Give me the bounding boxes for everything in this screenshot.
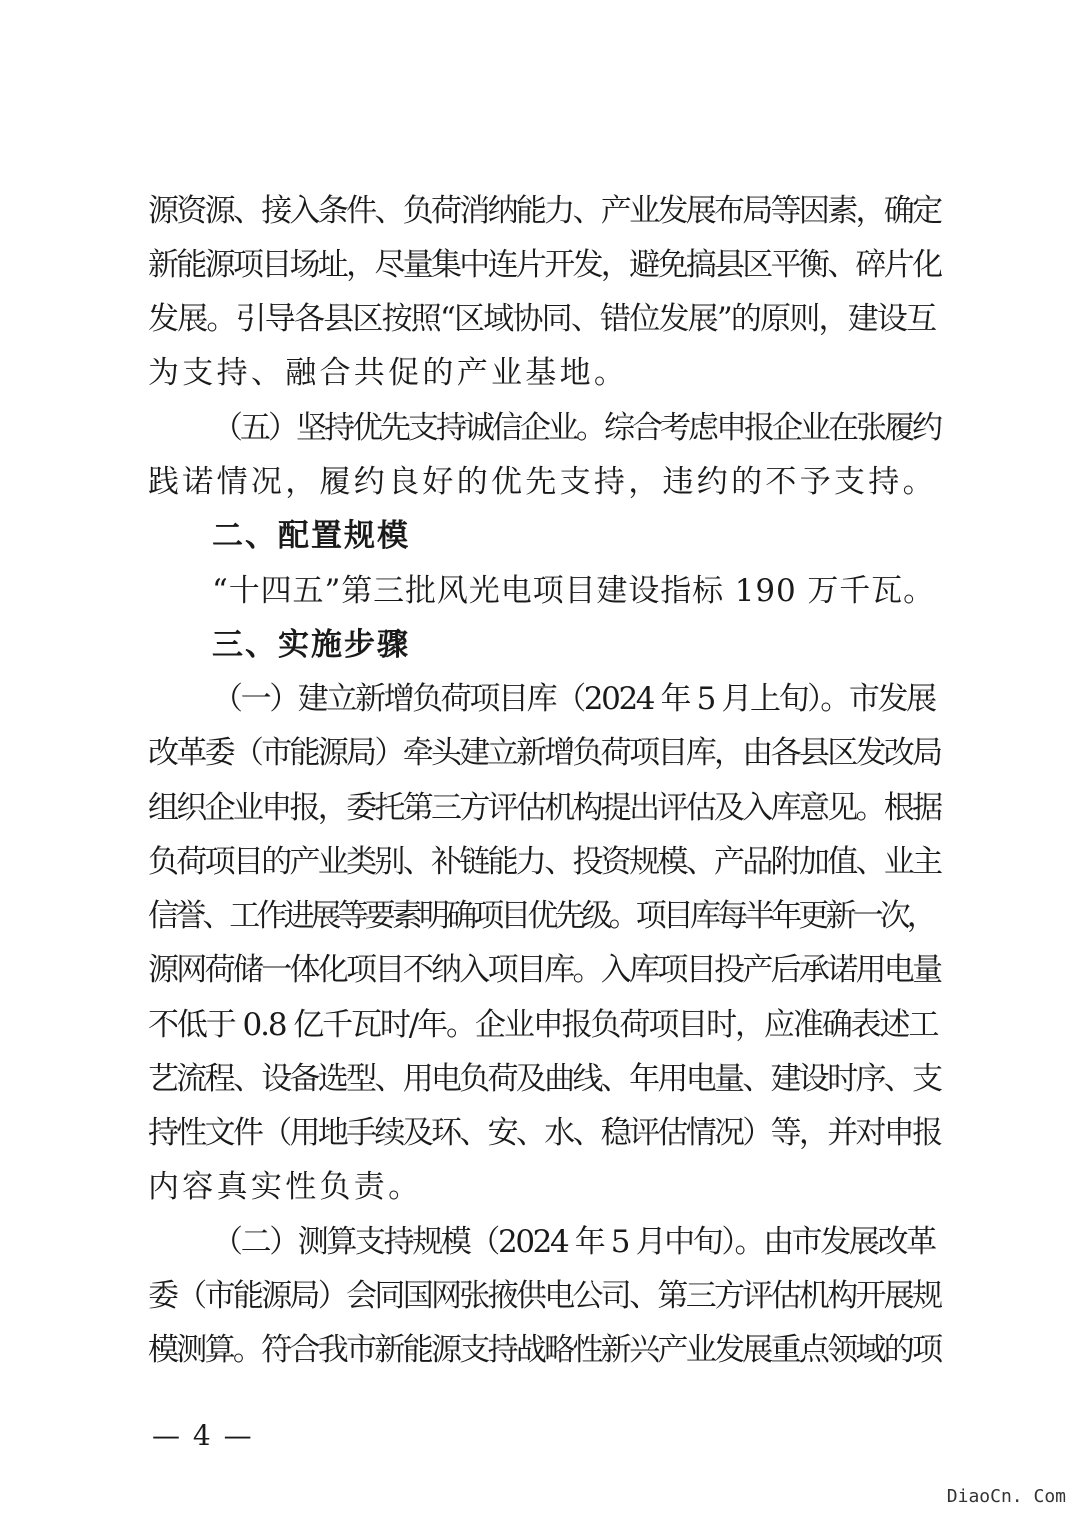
paragraph-1-line-2: 新能源项目场址，尽量集中连片开发，避免搞县区平衡、碎片化 xyxy=(148,247,941,283)
paragraph-1-line-1: 源资源、接入条件、负荷消纳能力、产业发展布局等因素，确定 xyxy=(148,193,941,229)
paragraph-4-line-5: 信誉、工作进展等要素明确项目优先级。项目库每半年更新一次， xyxy=(148,898,934,934)
paragraph-3-line-1: “十四五”第三批风光电项目建设指标 190 万千瓦。 xyxy=(212,573,935,609)
section-heading-scale: 二、配置规模 xyxy=(212,518,410,554)
site-watermark: DiaoCn. Com xyxy=(946,1486,1066,1507)
paragraph-5-line-3: 模测算。符合我市新能源支持战略性新兴产业发展重点领域的项 xyxy=(148,1332,941,1368)
paragraph-1-line-3: 发展。引导各县区按照“区域协同、错位发展”的原则，建设互 xyxy=(148,301,936,337)
paragraph-4-line-9: 持性文件（用地手续及环、安、水、稳评估情况）等，并对申报 xyxy=(148,1115,941,1151)
paragraph-4-line-1: （一）建立新增负荷项目库（2024 年 5 月上旬）。市发展 xyxy=(212,681,935,717)
paragraph-2-line-2: 践诺情况，履约良好的优先支持，违约的不予支持。 xyxy=(148,464,937,500)
section-heading-steps: 三、实施步骤 xyxy=(212,627,410,663)
paragraph-4-line-4: 负荷项目的产业类别、补链能力、投资规模、产品附加值、业主 xyxy=(148,844,941,880)
paragraph-4-line-8: 艺流程、设备选型、用电负荷及曲线、年用电量、建设时序、支 xyxy=(148,1061,941,1097)
paragraph-5-line-2: 委（市能源局）会同国网张掖供电公司、第三方评估机构开展规 xyxy=(148,1278,941,1314)
paragraph-4-line-10: 内容真实性负责。 xyxy=(148,1169,423,1205)
paragraph-2-line-1: （五）坚持优先支持诚信企业。综合考虑申报企业在张履约 xyxy=(212,410,940,446)
paragraph-5-line-1: （二）测算支持规模（2024 年 5 月中旬）。由市发展改革 xyxy=(212,1224,935,1260)
paragraph-4-line-6: 源网荷储一体化项目不纳入项目库。入库项目投产后承诺用电量 xyxy=(148,952,941,988)
paragraph-4-line-7: 不低于 0.8 亿千瓦时/年。企业申报负荷项目时，应准确表述工 xyxy=(148,1007,938,1043)
paragraph-1-line-4: 为支持、融合共促的产业基地。 xyxy=(148,355,629,391)
paragraph-4-line-2: 改革委（市能源局）牵头建立新增负荷项目库，由各县区发改局 xyxy=(148,735,941,771)
paragraph-4-line-3: 组织企业申报，委托第三方评估机构提出评估及入库意见。根据 xyxy=(148,790,941,826)
page-number: — 4 — xyxy=(152,1419,254,1452)
